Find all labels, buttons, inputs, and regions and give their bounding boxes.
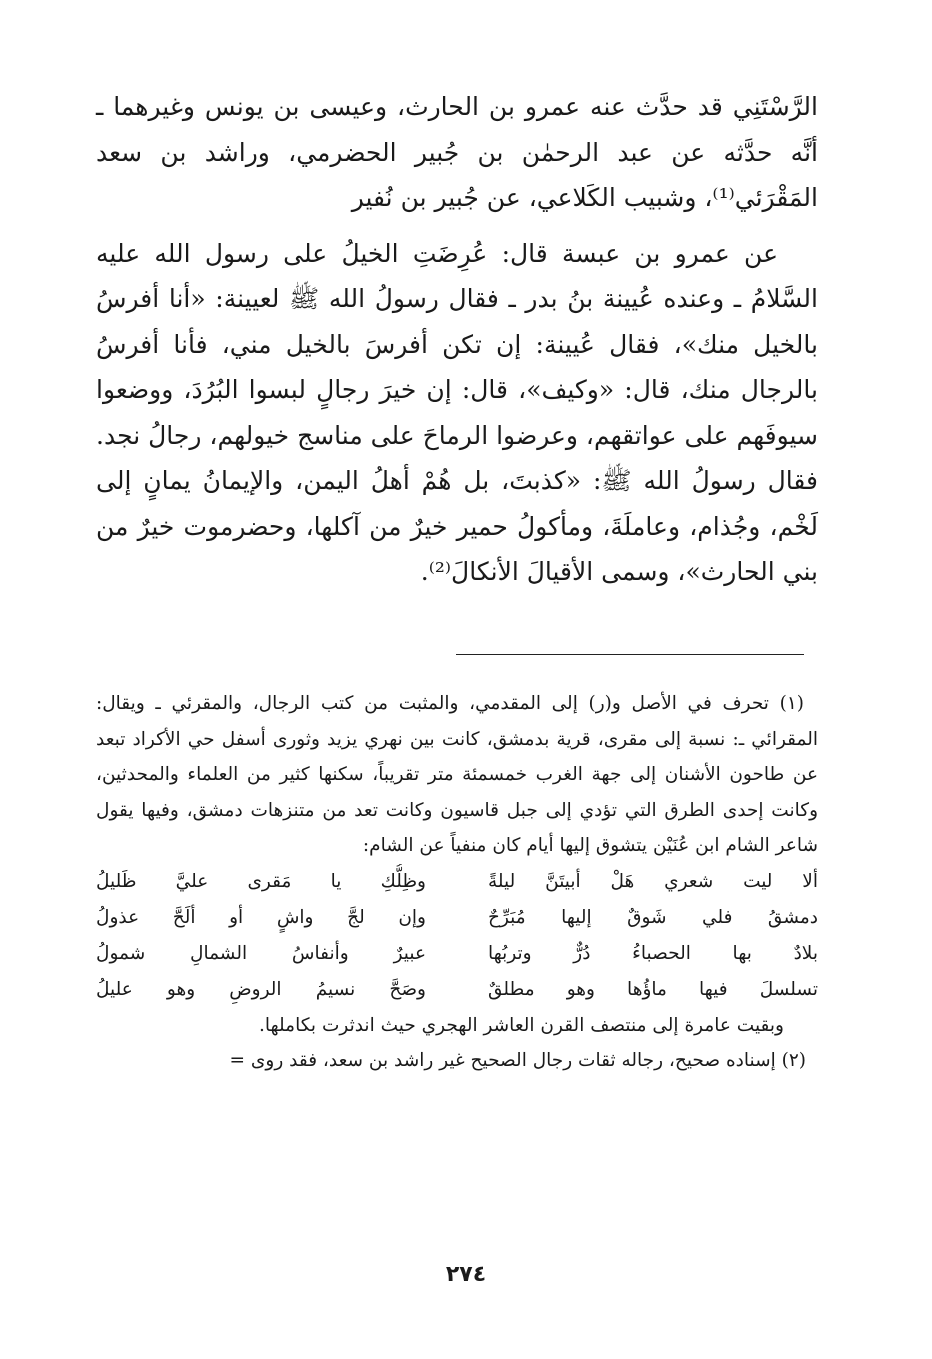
verse-first-hemistich: تسلسلَ فيها ماؤُها وهو مطلقٌ	[488, 978, 818, 1000]
poem	[96, 864, 818, 1008]
page-number: ٢٧٤	[445, 1262, 487, 1287]
verse-second-hemistich: وإن لجَّ واشٍ أو ألَحَّ عذولُ	[96, 906, 426, 928]
verse-first-hemistich: بلادٌ بها الحصباءُ دُرٌّ وتربُها	[488, 942, 818, 964]
footnote-1-continuation: وبقيت عامرة إلى منتصف القرن العاشر الهجري حيث اندثرت بكاملها.	[258, 1014, 784, 1036]
main-text	[96, 84, 818, 595]
footnote-2: (٢) إسناده صحيح، رجاله ثقات رجال الصحيح غير راشد بن سعد، فقد روى =	[229, 1050, 806, 1071]
footnotes	[96, 686, 818, 1079]
footnote-separator	[456, 654, 804, 655]
verse-second-hemistich: وظِلُّكِ يا مَقرى عليَّ ظَليلُ	[96, 870, 426, 892]
verse-second-hemistich: وصَحَّ نسيمُ الروضِ وهو عليلُ	[96, 978, 426, 1000]
poem-verse	[96, 864, 818, 900]
verse-second-hemistich: عبيرٌ وأنفاسُ الشمالِ شمولُ	[96, 942, 426, 964]
hadith-paragraph: عن عمرو بن عبسة قال: عُرِضَتِ الخيلُ على رسول الله عليه السَّلامُ ـ وعنده عُيينة بنُ بدر ـ فقال رسولُ الله ﷺ لعيينة: «أنا أفرسُ بالخيل منك»، فقال عُيينة: إن تكن أفرسَ بالخيل مني، فأنا أفرسُ بالرجال منك، قال: «وكيف»، قال: إن خيرَ رجالٍ لبسوا البُرُدَ، ووضعوا سيوفَهم على عواتقهم، وعرضوا الرماحَ على مناسج خيولهم، رجالُ نجد. فقال رسولُ الله ﷺ: «كذبتَ، بل هُمْ أهلُ اليمن، والإيمانُ يمانٍ إلى لَخْم، وجُذام، وعاملَةَ، ومأكولُ حمير خيرٌ من آكلها، وحضرموت خيرٌ من بني الحارث»، وسمى الأقيالَ الأنكالَ⁽²⁾.	[96, 238, 818, 586]
verse-first-hemistich: دمشقُ فلي شَوقٌ إليها مُبَرِّحٌ	[488, 906, 818, 928]
poem-verse	[96, 900, 818, 936]
poem-verse	[96, 936, 818, 972]
footnote-1: (١) تحرف في الأصل و(ر) إلى المقدمي، والمثبت من كتب الرجال، والمقرئي ـ ويقال: المقرائي ـ: نسبة إلى مقرى، قرية بدمشق، كانت بين نهري يزيد وثورى أسفل حي الأكراد تبعد عن طاحون الأشنان إلى جهة الغرب خمسمئة متر تقريباً، سكنها كثير من العلماء والمحدثين، وكانت إحدى الطرق التي تؤدي إلى جبل قاسيون وكانت تعد من متنزهات دمشق، وفيها يقول شاعر الشام ابن عُنَيْن يتشوق إليها أيام كان منفياً عن الشام:	[96, 693, 818, 856]
verse-first-hemistich: ألا ليت شعري هَلْ أبيتَنَّ ليلةً	[488, 870, 818, 892]
isnad-paragraph: الرَّسْتَنِي قد حدَّث عنه عمرو بن الحارث، وعيسى بن يونس وغيرهما ـ أنَّه حدَّثه عن عبد الرحمٰن بن جُبير الحضرمي، وراشد بن سعد المَقْرَئي⁽¹⁾، وشبيب الكَلاعي، عن جُبير بن نُفير	[96, 92, 818, 212]
poem-verse	[96, 972, 818, 1008]
